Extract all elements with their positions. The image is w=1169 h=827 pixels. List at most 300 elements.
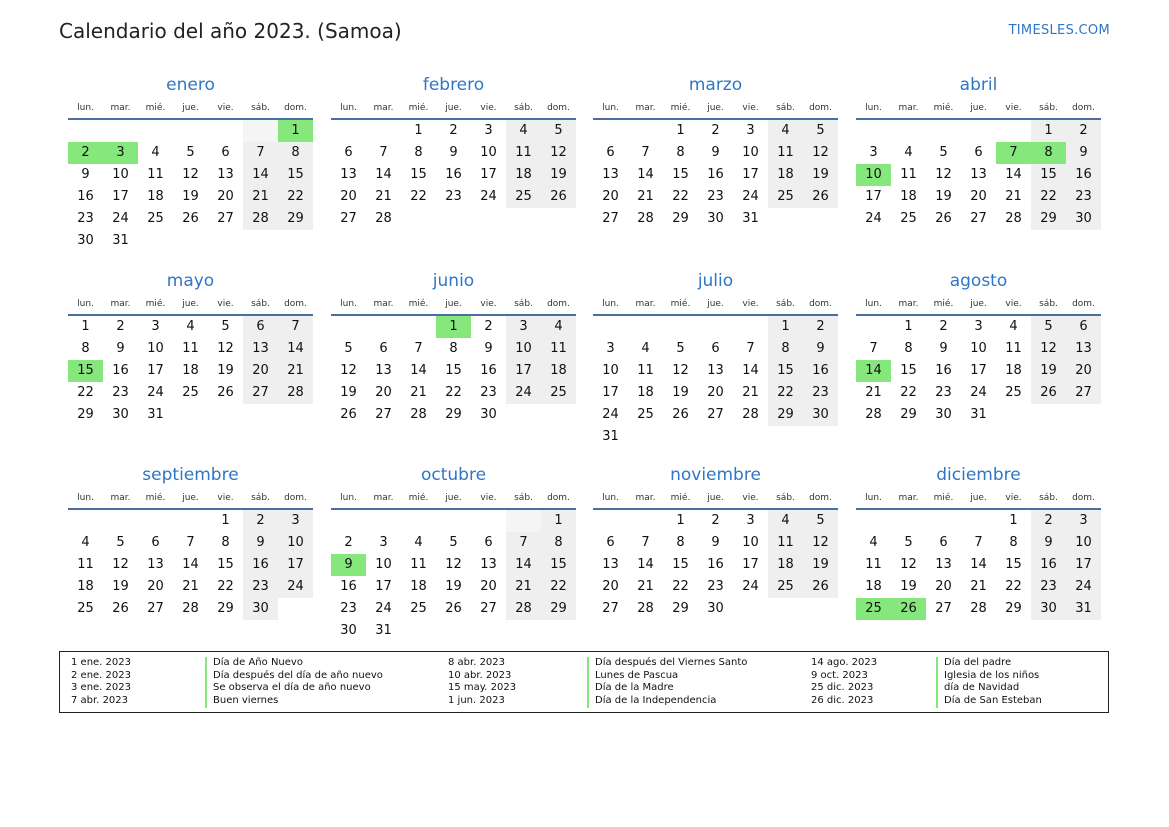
day-cell: 26 xyxy=(935,211,952,226)
day-cell: 4 xyxy=(1009,319,1018,334)
weekday-label: sáb. xyxy=(514,103,533,113)
holiday-date: 3 ene. 2023 xyxy=(71,682,131,694)
day-grid xyxy=(856,120,1101,230)
empty-cell xyxy=(628,510,663,532)
weekday-header xyxy=(331,488,576,510)
day-cell: 9 xyxy=(81,167,90,182)
day-cell: 7 xyxy=(641,535,650,550)
day-cell: 24 xyxy=(506,382,541,404)
day-cell: 19 xyxy=(900,579,917,594)
weekday-label: mar. xyxy=(110,103,131,113)
empty-cell xyxy=(768,208,803,230)
day-cell: 20 xyxy=(602,189,619,204)
weekday-label: mié. xyxy=(933,493,954,503)
day-cell: 17 xyxy=(375,579,392,594)
empty-cell xyxy=(366,316,401,338)
empty-cell xyxy=(926,510,961,532)
weekday-label: lun. xyxy=(602,103,619,113)
day-cell: 19 xyxy=(1031,360,1066,382)
day-cell: 23 xyxy=(77,211,94,226)
weekday-label: sáb. xyxy=(1039,103,1058,113)
day-cell: 17 xyxy=(147,363,164,378)
empty-cell xyxy=(208,230,243,252)
empty-cell xyxy=(803,598,838,620)
day-cell: 25 xyxy=(900,211,917,226)
day-grid xyxy=(68,316,313,426)
day-cell: 30 xyxy=(707,211,724,226)
day-cell: 17 xyxy=(278,554,313,576)
empty-cell xyxy=(138,120,173,142)
day-grid xyxy=(68,120,313,252)
empty-cell xyxy=(698,426,733,448)
day-cell: 22 xyxy=(900,385,917,400)
holiday-legend xyxy=(59,651,1109,713)
day-cell: 8 xyxy=(221,535,230,550)
day-cell: 10 xyxy=(856,164,891,186)
day-cell: 24 xyxy=(112,211,129,226)
empty-cell xyxy=(856,510,891,532)
day-cell: 16 xyxy=(112,363,129,378)
empty-cell xyxy=(278,230,313,252)
empty-cell xyxy=(173,230,208,252)
day-cell: 31 xyxy=(375,623,392,638)
holiday-name: Se observa el día de año nuevo xyxy=(205,682,371,695)
weekday-label: mié. xyxy=(933,299,954,309)
day-cell: 10 xyxy=(112,167,129,182)
day-cell: 8 xyxy=(904,341,913,356)
empty-cell xyxy=(698,316,733,338)
day-cell: 9 xyxy=(243,532,278,554)
day-cell: 22 xyxy=(217,579,234,594)
day-cell: 11 xyxy=(541,338,576,360)
day-cell: 23 xyxy=(707,189,724,204)
weekday-label: mié. xyxy=(145,103,166,113)
day-cell: 9 xyxy=(1031,532,1066,554)
day-cell: 30 xyxy=(1066,208,1101,230)
day-cell: 16 xyxy=(1031,554,1066,576)
empty-cell xyxy=(506,620,541,642)
day-cell: 21 xyxy=(506,576,541,598)
weekday-label: dom. xyxy=(1072,493,1095,503)
day-cell: 15 xyxy=(672,167,689,182)
day-cell: 7 xyxy=(186,535,195,550)
day-cell: 27 xyxy=(147,601,164,616)
day-cell: 16 xyxy=(243,554,278,576)
day-cell: 8 xyxy=(541,532,576,554)
weekday-label: mié. xyxy=(670,299,691,309)
month-name: febrero xyxy=(422,75,485,95)
day-cell: 23 xyxy=(935,385,952,400)
day-cell: 18 xyxy=(900,189,917,204)
weekday-label: jue. xyxy=(182,493,199,503)
day-cell: 12 xyxy=(900,557,917,572)
empty-cell xyxy=(996,120,1031,142)
day-cell: 15 xyxy=(541,554,576,576)
day-cell: 11 xyxy=(768,532,803,554)
weekday-label: jue. xyxy=(445,299,462,309)
day-cell: 18 xyxy=(768,554,803,576)
day-cell: 6 xyxy=(606,145,615,160)
day-cell: 27 xyxy=(217,211,234,226)
day-cell: 29 xyxy=(1005,601,1022,616)
day-cell: 9 xyxy=(1066,142,1101,164)
day-cell: 22 xyxy=(541,576,576,598)
weekday-label: vie. xyxy=(217,103,234,113)
empty-cell xyxy=(68,510,103,532)
holiday-date: 15 may. 2023 xyxy=(448,682,517,694)
day-grid xyxy=(331,316,576,426)
day-cell: 2 xyxy=(803,316,838,338)
weekday-label: lun. xyxy=(865,493,882,503)
day-cell: 12 xyxy=(445,557,462,572)
weekday-header xyxy=(331,98,576,120)
empty-cell xyxy=(926,120,961,142)
day-cell: 18 xyxy=(506,164,541,186)
day-cell: 14 xyxy=(278,338,313,360)
day-cell: 13 xyxy=(340,167,357,182)
weekday-label: lun. xyxy=(77,103,94,113)
day-cell: 28 xyxy=(278,382,313,404)
day-cell: 12 xyxy=(803,532,838,554)
holiday-name: día de Navidad xyxy=(936,682,1019,695)
day-cell: 10 xyxy=(602,363,619,378)
weekday-label: vie. xyxy=(217,493,234,503)
weekday-label: lun. xyxy=(602,493,619,503)
day-cell: 17 xyxy=(970,363,987,378)
empty-cell xyxy=(103,120,138,142)
day-cell: 25 xyxy=(637,407,654,422)
day-cell: 27 xyxy=(340,211,357,226)
day-cell: 14 xyxy=(856,360,891,382)
day-cell: 1 xyxy=(436,316,471,338)
day-cell: 28 xyxy=(742,407,759,422)
day-cell: 24 xyxy=(970,385,987,400)
day-cell: 9 xyxy=(331,554,366,576)
day-cell: 7 xyxy=(278,316,313,338)
weekday-label: mié. xyxy=(670,103,691,113)
day-cell: 19 xyxy=(182,189,199,204)
day-cell: 29 xyxy=(217,601,234,616)
day-cell: 22 xyxy=(672,189,689,204)
day-cell: 18 xyxy=(768,164,803,186)
empty-cell xyxy=(593,316,628,338)
day-cell: 3 xyxy=(379,535,388,550)
day-cell: 24 xyxy=(1066,576,1101,598)
day-cell: 2 xyxy=(484,319,493,334)
day-cell: 23 xyxy=(1066,186,1101,208)
month-name: diciembre xyxy=(936,465,1021,485)
weekday-header xyxy=(68,98,313,120)
holiday-name: Buen viernes xyxy=(205,695,278,708)
day-cell: 30 xyxy=(340,623,357,638)
empty-cell xyxy=(803,208,838,230)
day-cell: 5 xyxy=(449,535,458,550)
day-cell: 28 xyxy=(182,601,199,616)
day-cell: 27 xyxy=(602,601,619,616)
day-cell: 27 xyxy=(707,407,724,422)
weekday-label: sáb. xyxy=(514,299,533,309)
weekday-label: vie. xyxy=(480,103,497,113)
day-cell: 16 xyxy=(445,167,462,182)
weekday-label: vie. xyxy=(1005,299,1022,309)
empty-cell xyxy=(506,404,541,426)
day-cell: 19 xyxy=(541,164,576,186)
day-cell: 14 xyxy=(410,363,427,378)
day-cell: 11 xyxy=(147,167,164,182)
day-cell: 1 xyxy=(414,123,423,138)
day-cell: 28 xyxy=(375,211,392,226)
month-name: septiembre xyxy=(142,465,239,485)
month-diciembre xyxy=(856,462,1101,620)
day-cell: 11 xyxy=(182,341,199,356)
day-cell: 3 xyxy=(974,319,983,334)
day-cell: 2 xyxy=(243,510,278,532)
day-cell: 6 xyxy=(151,535,160,550)
day-cell: 21 xyxy=(742,385,759,400)
day-cell: 11 xyxy=(506,142,541,164)
day-grid xyxy=(331,120,576,230)
weekday-label: mié. xyxy=(933,103,954,113)
day-cell: 4 xyxy=(506,120,541,142)
day-cell: 26 xyxy=(445,601,462,616)
day-cell: 7 xyxy=(996,142,1031,164)
day-cell: 15 xyxy=(217,557,234,572)
day-cell: 7 xyxy=(746,341,755,356)
day-cell: 10 xyxy=(970,341,987,356)
day-cell: 17 xyxy=(1066,554,1101,576)
day-cell: 4 xyxy=(541,316,576,338)
day-cell: 26 xyxy=(803,186,838,208)
empty-cell xyxy=(366,120,401,142)
month-marzo xyxy=(593,72,838,230)
day-cell: 6 xyxy=(484,535,493,550)
empty-cell xyxy=(331,316,366,338)
day-cell: 9 xyxy=(803,338,838,360)
day-cell: 29 xyxy=(1031,208,1066,230)
day-cell: 20 xyxy=(243,360,278,382)
day-cell: 4 xyxy=(81,535,90,550)
day-cell: 21 xyxy=(1005,189,1022,204)
day-cell: 11 xyxy=(900,167,917,182)
empty-cell xyxy=(471,208,506,230)
day-cell: 16 xyxy=(77,189,94,204)
day-cell: 21 xyxy=(970,579,987,594)
weekday-label: dom. xyxy=(809,299,832,309)
weekday-label: jue. xyxy=(445,103,462,113)
empty-cell xyxy=(1031,404,1066,426)
day-cell: 31 xyxy=(970,407,987,422)
weekday-label: jue. xyxy=(182,103,199,113)
day-cell: 14 xyxy=(970,557,987,572)
day-cell: 18 xyxy=(541,360,576,382)
day-cell: 17 xyxy=(480,167,497,182)
empty-cell xyxy=(891,510,926,532)
day-cell: 12 xyxy=(935,167,952,182)
site-link[interactable]: TIMESLES.COM xyxy=(1008,23,1110,38)
day-cell: 10 xyxy=(742,145,759,160)
day-cell: 1 xyxy=(278,120,313,142)
day-cell: 4 xyxy=(904,145,913,160)
day-cell: 9 xyxy=(484,341,493,356)
holiday-name: Día de Año Nuevo xyxy=(205,657,303,670)
day-cell: 19 xyxy=(217,363,234,378)
day-cell: 5 xyxy=(939,145,948,160)
day-cell: 28 xyxy=(1005,211,1022,226)
day-cell: 9 xyxy=(939,341,948,356)
month-name: julio xyxy=(697,271,734,291)
weekday-label: jue. xyxy=(970,103,987,113)
month-septiembre xyxy=(68,462,313,620)
weekday-label: lun. xyxy=(340,493,357,503)
empty-cell xyxy=(331,510,366,532)
weekday-label: dom. xyxy=(284,299,307,309)
day-cell: 19 xyxy=(340,385,357,400)
weekday-label: lun. xyxy=(602,299,619,309)
empty-cell xyxy=(768,598,803,620)
day-cell: 15 xyxy=(768,360,803,382)
day-cell: 29 xyxy=(768,404,803,426)
weekday-header xyxy=(331,294,576,316)
day-cell: 17 xyxy=(742,167,759,182)
day-cell: 1 xyxy=(904,319,913,334)
month-name: enero xyxy=(166,75,215,95)
empty-cell xyxy=(366,510,401,532)
holiday-date: 8 abr. 2023 xyxy=(448,657,506,668)
day-cell: 4 xyxy=(414,535,423,550)
day-cell: 2 xyxy=(1066,120,1101,142)
day-cell: 17 xyxy=(865,189,882,204)
holiday-name: Día después del día de año nuevo xyxy=(205,670,383,683)
day-cell: 20 xyxy=(480,579,497,594)
day-cell: 9 xyxy=(116,341,125,356)
day-cell: 17 xyxy=(742,557,759,572)
day-cell: 9 xyxy=(449,145,458,160)
day-cell: 4 xyxy=(151,145,160,160)
empty-cell xyxy=(663,426,698,448)
holiday-date: 1 ene. 2023 xyxy=(71,657,131,668)
day-cell: 2 xyxy=(344,535,353,550)
day-cell: 13 xyxy=(243,338,278,360)
empty-cell xyxy=(663,316,698,338)
day-cell: 26 xyxy=(182,211,199,226)
weekday-label: vie. xyxy=(217,299,234,309)
day-cell: 12 xyxy=(112,557,129,572)
day-cell: 15 xyxy=(410,167,427,182)
weekday-label: mar. xyxy=(110,299,131,309)
day-cell: 14 xyxy=(637,167,654,182)
day-cell: 24 xyxy=(278,576,313,598)
day-cell: 18 xyxy=(637,385,654,400)
day-cell: 21 xyxy=(865,385,882,400)
holiday-date: 9 oct. 2023 xyxy=(811,669,868,681)
weekday-label: vie. xyxy=(742,493,759,503)
month-name: marzo xyxy=(688,75,743,95)
empty-cell xyxy=(471,510,506,532)
day-cell: 18 xyxy=(147,189,164,204)
day-cell: 13 xyxy=(480,557,497,572)
day-cell: 26 xyxy=(1031,382,1066,404)
day-cell: 6 xyxy=(606,535,615,550)
holiday-date: 1 jun. 2023 xyxy=(448,695,505,707)
empty-cell xyxy=(856,120,891,142)
day-cell: 6 xyxy=(344,145,353,160)
day-cell: 14 xyxy=(375,167,392,182)
day-cell: 22 xyxy=(1031,186,1066,208)
day-cell: 21 xyxy=(637,579,654,594)
weekday-label: sáb. xyxy=(514,493,533,503)
empty-cell xyxy=(103,510,138,532)
day-cell: 7 xyxy=(974,535,983,550)
empty-cell xyxy=(961,510,996,532)
empty-cell xyxy=(436,510,471,532)
weekday-label: vie. xyxy=(480,299,497,309)
day-cell: 21 xyxy=(410,385,427,400)
day-cell: 28 xyxy=(243,208,278,230)
day-cell: 23 xyxy=(112,385,129,400)
day-cell: 24 xyxy=(742,189,759,204)
empty-cell xyxy=(506,208,541,230)
day-cell: 29 xyxy=(445,407,462,422)
weekday-label: mié. xyxy=(408,493,429,503)
weekday-label: mié. xyxy=(670,493,691,503)
day-cell: 13 xyxy=(375,363,392,378)
day-cell: 1 xyxy=(676,513,685,528)
day-cell: 18 xyxy=(77,579,94,594)
day-cell: 14 xyxy=(637,557,654,572)
empty-cell xyxy=(541,208,576,230)
day-cell: 20 xyxy=(707,385,724,400)
day-cell: 20 xyxy=(340,189,357,204)
day-cell: 29 xyxy=(900,407,917,422)
day-cell: 6 xyxy=(711,341,720,356)
day-cell: 22 xyxy=(410,189,427,204)
day-cell: 27 xyxy=(375,407,392,422)
empty-cell xyxy=(1066,404,1101,426)
day-cell: 4 xyxy=(641,341,650,356)
day-cell: 28 xyxy=(637,601,654,616)
holiday-date: 26 dic. 2023 xyxy=(811,695,874,707)
day-cell: 3 xyxy=(484,123,493,138)
day-cell: 27 xyxy=(935,601,952,616)
day-cell: 11 xyxy=(768,142,803,164)
day-cell: 23 xyxy=(243,576,278,598)
day-cell: 15 xyxy=(900,363,917,378)
weekday-label: mar. xyxy=(373,103,394,113)
day-grid xyxy=(856,510,1101,620)
day-cell: 30 xyxy=(77,233,94,248)
weekday-label: mié. xyxy=(145,299,166,309)
empty-cell xyxy=(331,120,366,142)
day-cell: 31 xyxy=(1066,598,1101,620)
month-name: octubre xyxy=(420,465,487,485)
day-cell: 30 xyxy=(935,407,952,422)
day-cell: 14 xyxy=(506,554,541,576)
day-cell: 11 xyxy=(865,557,882,572)
day-cell: 8 xyxy=(768,338,803,360)
weekday-header xyxy=(593,488,838,510)
day-cell: 20 xyxy=(970,189,987,204)
empty-cell xyxy=(593,510,628,532)
day-cell: 8 xyxy=(414,145,423,160)
holiday-date: 14 ago. 2023 xyxy=(811,657,878,668)
day-cell: 10 xyxy=(1066,532,1101,554)
day-cell: 5 xyxy=(1031,316,1066,338)
day-cell: 16 xyxy=(935,363,952,378)
day-cell: 23 xyxy=(480,385,497,400)
empty-cell xyxy=(891,120,926,142)
day-cell: 23 xyxy=(707,579,724,594)
weekday-label: mar. xyxy=(635,493,656,503)
